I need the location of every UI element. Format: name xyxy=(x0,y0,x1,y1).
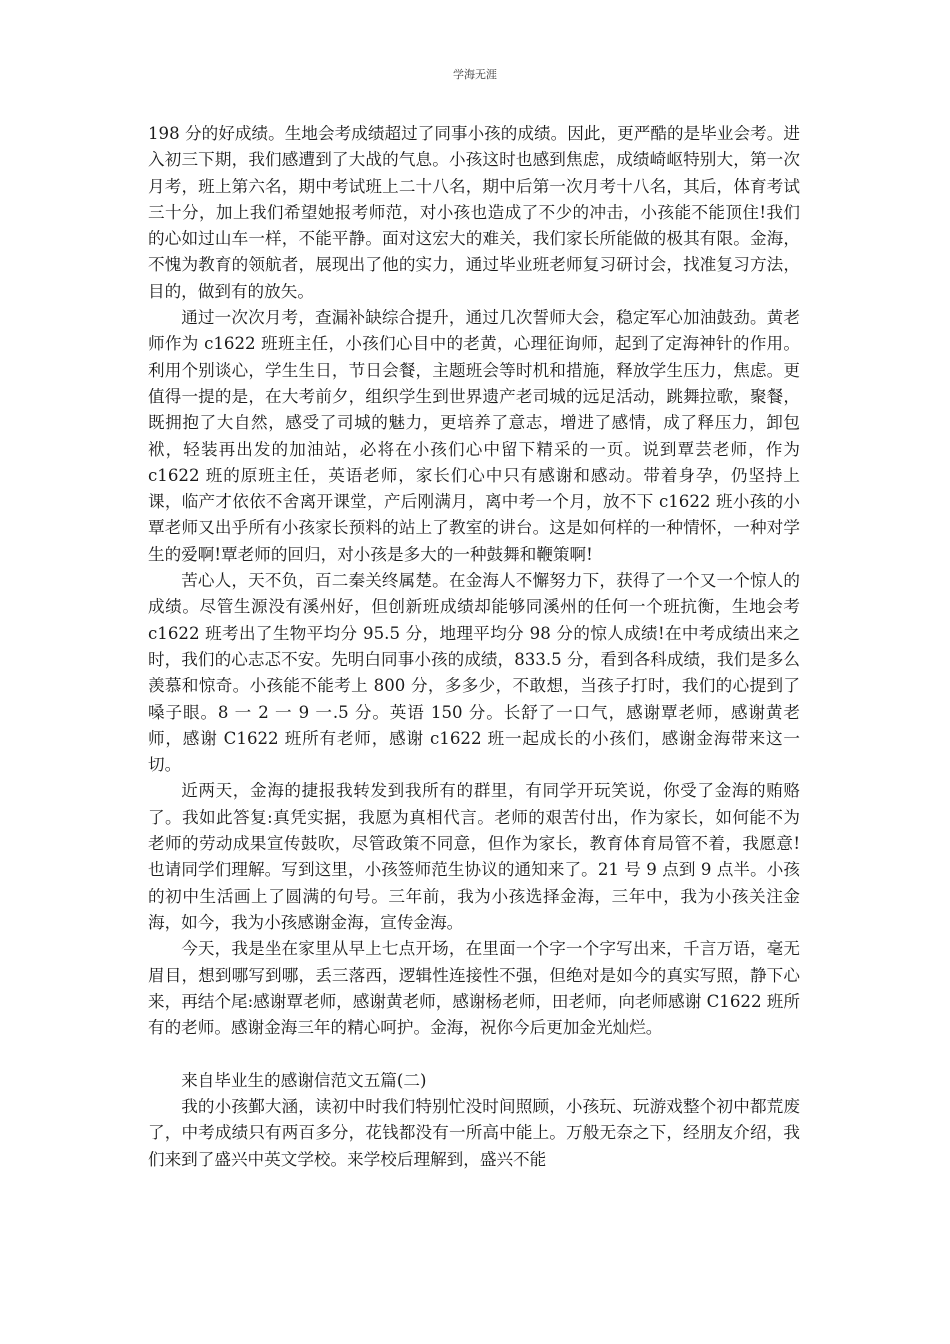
section-heading: 来自毕业生的感谢信范文五篇(二) xyxy=(181,1070,427,1090)
paragraph: 近两天，金海的捷报我转发到我所有的群里，有同学开玩笑说，你受了金海的贿赂了。我如此答复:真凭实据，我愿为真相代言。老师的艰苦付出，作为家长，如何能不为老师的劳动成果宣传鼓吹，尽管政策不同意，但作为家长，教育体育局管不着，我愿意!也请同学们理解。写到这里，小孩签师范生协议的通知来了。21 号 9 点到 9 点半。小孩的初中生活画上了圆满的句号。三年前，我为小孩选择金海，三年中，我为小孩关注金海，如今，我为小孩感谢金海，宣传金海。 xyxy=(148,781,800,932)
paragraph: 通过一次次月考，查漏补缺综合提升，通过几次誓师大会，稳定军心加油鼓劲。黄老师作为 c1622 班班主任，小孩们心目中的老黄，心理征询师，起到了定海神针的作用。利用个别谈心，学生生日，节日会餐，主题班会等时机和措施，释放学生压力，焦虑。更值得一提的是，在大考前夕，组织学生到世界遗产老司城的远足活动，跳舞拉歌，聚餐，既拥抱了大自然，感受了司城的魅力，更培养了意志，增进了感情，成了释压力，卸包袱，轻装再出发的加油站，必将在小孩们心中留下精采的一页。说到覃芸老师，作为 c1622 班的原班主任，英语老师，家长们心中只有感谢和感动。带着身孕，仍坚持上课，临产才依依不舍离开课堂，产后刚满月，离中考一个月，放不下 c1622 班小孩的小覃老师又出乎所有小孩家长预料的站上了教室的讲台。这是如何样的一种情怀，一种对学生的爱啊!覃老师的回归，对小孩是多大的一种鼓舞和鞭策啊! xyxy=(148,308,800,564)
document-body xyxy=(148,121,800,1173)
page-header: 学海无涯 xyxy=(453,68,497,81)
paragraph: 我的小孩鄞大涵，读初中时我们特别忙没时间照顾，小孩玩、玩游戏整个初中都荒废了，中考成绩只有两百多分，花钱都没有一所高中能上。万般无奈之下，经朋友介绍，我们来到了盛兴中英文学校。来学校后理解到，盛兴不能 xyxy=(148,1096,800,1169)
paragraph: 苦心人，天不负，百二秦关终属楚。在金海人不懈努力下，获得了一个又一个惊人的成绩。尽管生源没有溪州好，但创新班成绩却能够同溪州的任何一个班抗衡，生地会考 c1622 班考出了生物平均分 95.5 分，地理平均分 98 分的惊人成绩!在中考成绩出来之时，我们的心志忑不安。先明白同事小孩的成绩，833.5 分，看到各科成绩，我们是多么羡慕和惊奇。小孩能不能考上 800 分，多多少，不敢想，当孩子打时，我们的心提到了嗓子眼。8 一 2 一 9 一.5 分。英语 150 分。长舒了一口气，感谢覃老师，感谢黄老师，感谢 C1622 班所有老师，感谢 c1622 班一起成长的小孩们，感谢金海带来这一切。 xyxy=(148,571,800,775)
paragraph: 198 分的好成绩。生地会考成绩超过了同事小孩的成绩。因此，更严酷的是毕业会考。进入初三下期，我们感遭到了大战的气息。小孩这时也感到焦虑，成绩崎岖特别大，第一次月考，班上第六名，期中考试班上二十八名，期中后第一次月考十八名，其后，体育考试三十分，加上我们希望她报考师范，对小孩也造成了不少的冲击，小孩能不能顶住!我们的心如过山车一样，不能平静。面对这宏大的难关，我们家长所能做的极其有限。金海，不愧为教育的领航者，展现出了他的实力，通过毕业班老师复习研讨会，找准复习方法，目的，做到有的放矢。 xyxy=(148,124,800,301)
blank-line xyxy=(148,1041,800,1067)
paragraph: 今天，我是坐在家里从早上七点开场，在里面一个字一个字写出来，千言万语，毫无眉目，想到哪写到哪，丢三落西，逻辑性连接性不强，但绝对是如今的真实写照，静下心来，再结个尾:感谢覃老师，感谢黄老师，感谢杨老师，田老师，向老师感谢 C1622 班所有的老师。感谢金海三年的精心呵护。金海，祝你今后更加金光灿烂。 xyxy=(148,939,800,1038)
